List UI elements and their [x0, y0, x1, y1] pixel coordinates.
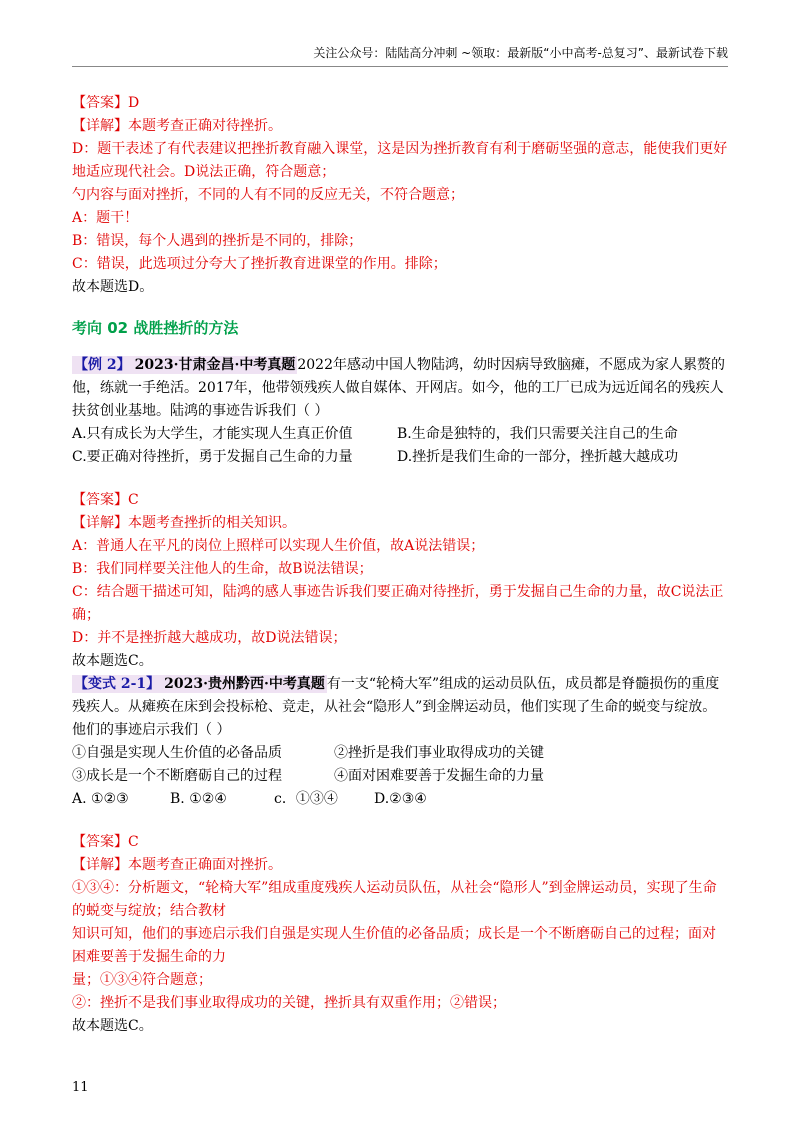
- explanation-line: ①③④：分析题文，“轮椅大军”组成重度残疾人运动员队伍，从社会“隐形人”到金牌运动员，实现了生命的蜕变与绽放；结合教材: [72, 880, 717, 919]
- choices-row: [72, 788, 728, 811]
- explanation-line: 量；①③④符合题意；: [72, 972, 212, 988]
- variant-question: [72, 673, 728, 742]
- detail-label: 【详解】本题考查挫折的相关知识。: [72, 515, 296, 531]
- explanation-line: 勺内容与面对挫折，不同的人有不同的反应无关，不符合题意；: [72, 187, 464, 203]
- choice-a: A. ①②③: [72, 791, 129, 807]
- explanation-line: A：普通人在平凡的岗位上照样可以实现人生价值，故A说法错误；: [72, 538, 485, 554]
- answer-label: 【答案】D: [72, 95, 140, 111]
- choice-c: c．①③④: [274, 791, 338, 807]
- explanation-line: B：错误，每个人遇到的挫折是不同的，排除；: [72, 233, 363, 249]
- explanation-line: C：结合题干描述可知，陆鸿的感人事迹告诉我们要正确对待挫折，勇于发掘自己生命的力量，故C说法正确；: [72, 584, 724, 623]
- statements-row: [72, 742, 728, 765]
- conclusion-line: 故本题选C。: [72, 1018, 153, 1034]
- explanation-line: C：错误，此选项过分夸大了挫折教育进课堂的作用。排除；: [72, 256, 447, 272]
- options-row: [72, 423, 728, 446]
- statement-3: ③成长是一个不断磨砺自己的过程: [72, 768, 282, 784]
- statements-row: [72, 765, 728, 788]
- page-content: [72, 92, 728, 1038]
- answer-label: 【答案】C: [72, 492, 139, 508]
- page-number: 11: [72, 1080, 89, 1095]
- question-stem: 有一支“轮椅大军”组成的运动员队伍，成员都是脊髓损伤的重度残疾人。从瘫痪在床到会投标枪、竞走，从社会“隐形人”到金牌运动员，他们实现了生命的蜕变与绽放。他们的事迹启示我们（ ）: [72, 676, 720, 738]
- detail-label: 【详解】本题考查正确面对挫折。: [72, 857, 282, 873]
- choice-b: B. ①②④: [170, 791, 227, 807]
- statement-2: ②挫折是我们事业取得成功的关键: [334, 745, 544, 761]
- section-title: 考向 02 战胜挫折的方法: [72, 319, 239, 337]
- explanation-line: D：并不是挫折越大越成功，故D说法错误；: [72, 630, 347, 646]
- detail-label: 【详解】本题考查正确对待挫折。: [72, 118, 282, 134]
- explanation-line: 知识可知，他们的事迹启示我们自强是实现人生价值的必备品质；成长是一个不断磨砺自己的过程；面对困难要善于发掘生命的力: [72, 926, 716, 965]
- exam-source: 2023·甘肃金昌·中考真题: [134, 357, 296, 373]
- explanation-line: D：题干表述了有代表建议把挫折教育融入课堂，这是因为挫折教育有利于磨砺坚强的意志，能使我们更好地适应现代社会。D说法正确，符合题意；: [72, 141, 728, 180]
- options-row: [72, 446, 728, 469]
- option-b: B.生命是独特的，我们只需要关注自己的生命: [397, 426, 678, 442]
- page-header: 关注公众号：陆陆高分冲刺 ~领取：最新版“小中高考-总复习”、最新试卷下载: [313, 46, 728, 60]
- option-c: C.要正确对待挫折，勇于发掘自己生命的力量: [72, 449, 353, 465]
- answer-label: 【答案】C: [72, 834, 139, 850]
- question-stem: 2022年感动中国人物陆鸿，幼时因病导致脑瘫，不愿成为家人累赘的他，练就一手绝活。2017年，他带领残疾人做自媒体、开网店。如今，他的工厂已成为远近闻名的残疾人扶贫创业基地。陆鸿的事迹告诉我们（ ）: [72, 357, 725, 419]
- header-divider: [72, 66, 728, 67]
- variant-tag: 【变式 2-1】: [74, 676, 161, 692]
- explanation-line: B：我们同样要关注他人的生命，故B说法错误；: [72, 561, 373, 577]
- conclusion-line: 故本题选C。: [72, 653, 153, 669]
- conclusion-line: 故本题选D。: [72, 279, 154, 295]
- explanation-line: ②：挫折不是我们事业取得成功的关键，挫折具有双重作用；②错误；: [72, 995, 506, 1011]
- choice-d: D.②③④: [374, 791, 427, 807]
- exam-source: 2023·贵州黔西·中考真题: [164, 676, 325, 692]
- statement-4: ④面对困难要善于发掘生命的力量: [334, 768, 544, 784]
- option-a: A.只有成长为大学生，才能实现人生真正价值: [72, 426, 353, 442]
- statement-1: ①自强是实现人生价值的必备品质: [72, 745, 282, 761]
- example-question: [72, 354, 728, 423]
- explanation-line: A：题干！: [72, 210, 139, 226]
- example-tag: 【例 2】: [74, 357, 131, 373]
- option-d: D.挫折是我们生命的一部分，挫折越大越成功: [397, 449, 679, 465]
